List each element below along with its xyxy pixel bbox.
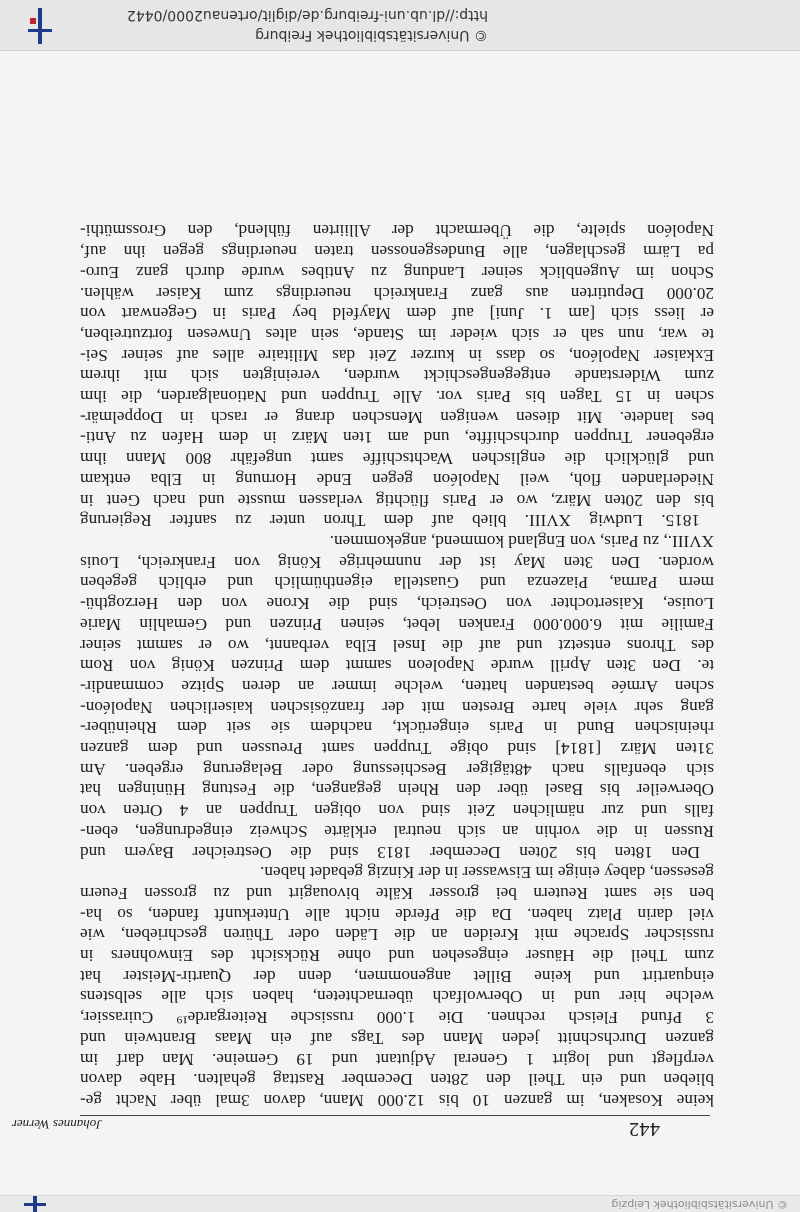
text-line: viel darin Platz haben. Da die Pferde nicht alle Unterkunft fanden, so ha- <box>80 904 714 924</box>
text-line: 3 Pfund Fleisch rechnen. Die 1.000 russische Reitergarde¹⁹ Cuirassier, <box>80 1008 714 1028</box>
text-line: und glücklich die englischen Wachtschiffe samt ungefähr 800 Mann ihm <box>80 449 714 469</box>
top-banner-text: © Universitätsbibliothek Leipzig <box>611 1198 788 1211</box>
text-line: te war, nun sah er sich wieder im Stande, sein altes Unwesen fortzutreiben, <box>80 324 714 344</box>
text-line: zum Widerstande entgegengeschickt wurden, vereinigten sich mit ihrem <box>80 366 714 386</box>
text-line: mern Parma, Piazenza und Guastella eigenthümlich und erblich gegeben <box>80 573 714 593</box>
library-credit: © Universitätsbibliothek Freiburg <box>255 27 488 43</box>
text-line: keine Kosaken, im ganzen 10 bis 12.000 Mann, davon 3mal über Nacht ge- <box>80 1091 714 1110</box>
text-line: verpflegt und logirt 1 General Adjutant und 19 Gemeine. Man darf im <box>80 1049 714 1069</box>
text-line: 20.000 Deputirten aus ganz Frankreich neuerdings zum Kaiser wählen. <box>80 283 714 303</box>
text-line: Schon im Augenblick seiner Landung zu Antibes wurde durch ganz Euro- <box>80 262 714 282</box>
text-line: schen Armée bestanden hatten, welche immer an deren Spitze commandir- <box>80 676 714 696</box>
text-line: XVIII., zu Paris, von England kommend, angekommen. <box>329 532 714 552</box>
text-line: ben sie samt Reutern bei grosser Kälte bivouagirt und zu grossen Feuern <box>80 883 714 903</box>
text-line: Familie mit 6.000.000 Franken lebet, seinen Prinzen und Gemahlin Marie <box>80 614 714 634</box>
text-line: russischer Sprache mit Kreiden an die Läden oder Thüren geschrieben, wie <box>80 925 714 945</box>
body-text <box>80 220 714 1110</box>
text-line: welche hier und in Oberwolfach übernachteten, haben sich alle selbstens <box>80 987 714 1007</box>
text-line: Exkaiser Napoléon, so dass in kurzer Zeit das Militaire alles auf seiner Sei- <box>80 345 714 365</box>
text-line: sich ebenfalls nach 48tägiger Beschiessung oder Belagerung ergeben. Am <box>80 759 714 779</box>
page-number: 442 <box>628 1118 660 1140</box>
text-line: 1815. Ludwig XVIII. blieb auf dem Thron unter zu sanfter Regierung <box>80 511 700 531</box>
text-line: einquartirt und keine Billet angenommen, denn der Quartir-Meister hat <box>80 966 714 986</box>
text-line: 31ten März [1814] sind obige Truppen samt Preussen und dem ganzen <box>80 739 714 759</box>
text-line: te. Den 3ten Aprill wurde Napoleon sammt dem Prinzen König von Rom <box>80 656 714 676</box>
text-line: rheinischen Bund in Paris eingerückt, nachdem sie seit dem Rheinüber- <box>80 718 714 738</box>
text-line: bes landete. Mit diesen wenigen Menschen drang er rasch in Doppelmär- <box>80 407 714 427</box>
text-line: zum Theil die Häuser eingesehen und ohne Rücksicht des Einwohners in <box>80 946 714 966</box>
text-line: Oberweiler bis Basel über den Rhein gegangen, die Festung Hüningen hat <box>80 780 714 800</box>
text-line: ergebener Truppen durchschiffte, und am 1ten März in dem Hafen zu Anti- <box>80 428 714 448</box>
text-line: Russen in die vorhin an sich neutral erklärte Schweiz eingedrungen, eben- <box>80 821 714 841</box>
text-line: ganzen Durchschnitt jeden Mann des Tags auf ein Maas Brantwein und <box>80 1028 714 1048</box>
library-logo-icon <box>24 1196 46 1212</box>
text-line: falls und zur nämlichen Zeit sind von obigen Truppen an 4 Orten von <box>80 801 714 821</box>
text-line: pa Lärm geschlagen, alle Bundesgenossen traten neuerdings gegen ihn auf, <box>80 242 714 262</box>
text-line: gang sehr viele harte Bresten mit der französischen kaiserlichen Napoléon- <box>80 697 714 717</box>
text-line: worden. Den 3ten May ist der nunmehrige König von Frankreich, Louis <box>80 552 714 572</box>
text-line: Niederlanden floh, weil Napoléon gegen Ende Hornung in Elba entkam <box>80 469 714 489</box>
header-rule <box>80 1115 710 1116</box>
source-url[interactable]: http://dl.ub.uni-freiburg.de/diglit/ortenau2000/0442 <box>126 7 488 23</box>
text-line: Louise, Kaisertochter von Oestreich, sind die Krone von den Herzogthü- <box>80 594 714 614</box>
text-line: des Throns entsetzt und auf die Insel Elba verbannt, wo er sammt seiner <box>80 635 714 655</box>
text-line: blieben und ein Theil den 28ten December Rasttag gehalten. Habe davon <box>80 1070 714 1090</box>
text-line: Napoléon spielte, die Übermacht der Alliirten fühlend, den Grossmüthi- <box>80 221 714 241</box>
text-line: er liess sich [am 1. Juni] auf dem Mayfeld bey Paris in Gegenwart von <box>80 304 714 324</box>
running-head-author: Johannes Werner <box>11 1117 102 1132</box>
text-line: schen in 15 Tagen bis Paris vor. Alle Truppen und Nationalgarden, die ihm <box>80 387 714 407</box>
library-logo-icon <box>28 8 52 44</box>
text-line: bis den 20ten März, wo er Paris flüchtig verlassen musste und nach Gent in <box>80 490 714 510</box>
text-line: Den 18ten bis 20ten December 1813 sind die Oestreicher Bayern und <box>80 842 700 862</box>
text-line: gesessen, dabey einige im Eiswasser in der Kinzig gebadet haben. <box>260 863 714 883</box>
top-banner <box>0 1195 800 1212</box>
bottom-banner <box>0 0 800 51</box>
